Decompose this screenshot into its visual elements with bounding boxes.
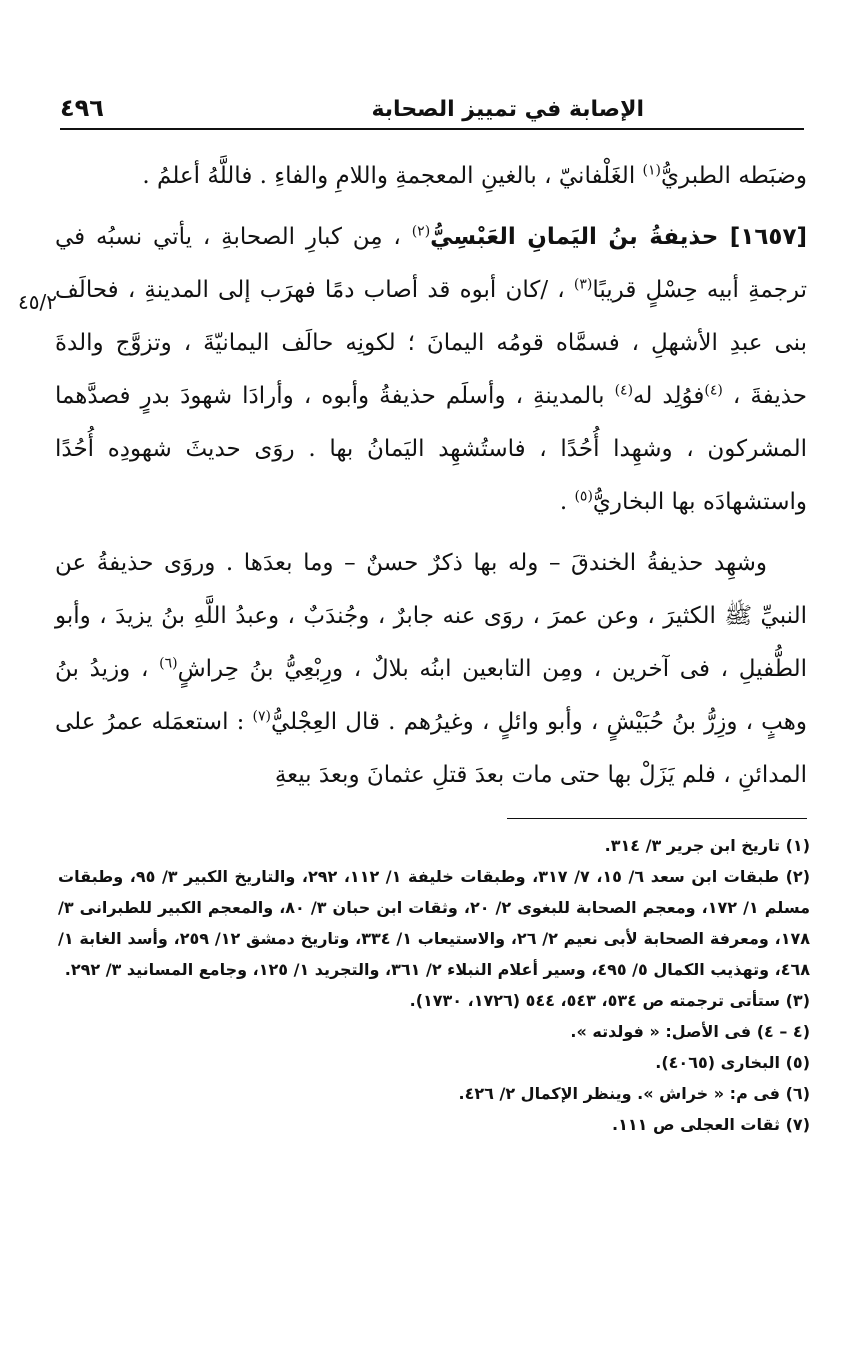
text-run: ، وزيدُ بنُ وهبٍ ، وزِرُّ بنُ حُبَيْشٍ ، وأبو وائلٍ ، وغيرُهم . قال العِجْليُّ [55,656,807,735]
text-run: ، مِن كبارِ الصحابةِ ، يأتي نسبُه في ترجمةِ أبيه حِسْلٍ قريبًا [55,224,808,303]
page-number: ٤٩٦ [60,94,104,122]
text-run: وشهِد حذيفةُ الخندقَ – وله بها ذكرٌ حسنٌ – وما بعدَها . وروَى حذيفةُ عن النبيِّ ﷺ الكثيرَ ، وعن عمرَ ، روَى عنه جابرٌ ، وجُندَبٌ ، وعبدُ اللَّهِ بنُ يزيدَ ، وأبو الطُّفيلِ ، فى آخرين ، ومِن التابعين ابنُه بلالٌ ، ورِبْعِيُّ بنُ حِراشٍ [55,550,807,682]
text-run: وضبَطه الطبريُّ [661,163,807,189]
text-run: الغَلْفانيّ ، بالغينِ المعجمةِ واللامِ والفاءِ . فاللَّهُ أعلمُ . [142,163,643,189]
page-header [60,82,804,130]
footnote-marker[interactable]: (٣) [573,276,593,293]
margin-reference: ٤٥/٢ [18,290,57,314]
main-text [55,150,807,810]
footnote-marker[interactable]: (٥) [574,488,593,505]
footnotes [58,830,810,1140]
text-run: بالمدينةِ ، وأسلَم حذيفةُ وأبوه ، وأرادَا شهودَ بدرٍ فصدَّهما المشركون ، وشهِدا أُحُدًا ، فاستُشهِد اليَمانُ بها . روَى حديثَ شهودِه أُحُدًا واستشهادَه بها البخاريُّ [55,383,807,515]
footnote-item: (٥) البخارى (٤٠٦٥). [655,1053,810,1072]
running-title: الإصابة في تمييز الصحابة [371,97,644,122]
footnote-item: (١) تاريخ ابن جرير ٣/ ٣١٤. [604,836,810,855]
footnote-marker[interactable]: (٢) [411,223,431,240]
footnote-separator [507,818,807,819]
text-run: فوُلِد له [633,383,705,409]
footnote-marker[interactable]: (١) [642,162,661,179]
footnote-marker[interactable]: (٧) [252,708,271,725]
footnote-item: (٧) ثقات العجلى ص ١١١. [612,1115,810,1134]
entry-heading: [١٦٥٧] حذيفةُ بنُ اليَمانِ العَبْسِيُّ [430,224,807,250]
paragraph-3 [55,537,807,802]
footnote-item: (٣) ستأتى ترجمته ص ٥٣٤، ٥٤٣، ٥٤٤ (١٧٢٦، ١٧٣٠). [409,991,810,1010]
footnote-item: (٦) فى م: « خراش ». وينظر الإكمال ٢/ ٤٢٦. [458,1084,810,1103]
text-run: ، /كان أبوه قد أصاب دمًا فهرَب إلى المدينةِ ، فحالَف بنى عبدِ الأشهلِ ، فسمَّاه قومُه اليمانَ ؛ لكونِه حالَف اليمانيّةَ ، وتزوَّج والدةَ حذيفةَ ، [55,277,808,409]
paragraph-1 [55,150,807,203]
footnote-marker[interactable]: (٤) [704,382,723,399]
paragraph-2 [55,211,807,529]
footnote-item: (٤ – ٤) فى الأصل: « فولدته ». [570,1022,810,1041]
text-run: : استعمَله عمرُ على المدائنِ ، فلم يَزَلْ بها حتى مات بعدَ قتلِ عثمانَ وبعدَ بيعةِ [55,709,807,788]
footnote-item: (٢) طبقات ابن سعد ٦/ ١٥، ٧/ ٣١٧، وطبقات خليفة ١/ ١١٢، ٢٩٢، والتاريخ الكبير ٣/ ٩٥، وطبقات مسلم ١/ ١٧٢، ومعجم الصحابة للبغوى ٢/ ٢٠، وثقات ابن حبان ٣/ ٨٠، والمعجم الكبير للطبرانى ٣/ ١٧٨، ومعرفة الصحابة لأبى نعيم ٢/ ٢٦، والاستيعاب ١/ ٣٣٤، وتاريخ دمشق ١٢/ ٢٥٩، وأسد الغابة ١/ ٤٦٨، وتهذيب الكمال ٥/ ٤٩٥، وسير أعلام النبلاء ٢/ ٣٦١، والتجريد ١/ ١٢٥، وجامع المسانيد ٣/ ٢٩٢. [58,867,811,979]
footnote-marker[interactable]: (٦) [159,655,178,672]
text-run: . [559,489,575,515]
footnote-marker[interactable]: (٤) [614,382,634,399]
